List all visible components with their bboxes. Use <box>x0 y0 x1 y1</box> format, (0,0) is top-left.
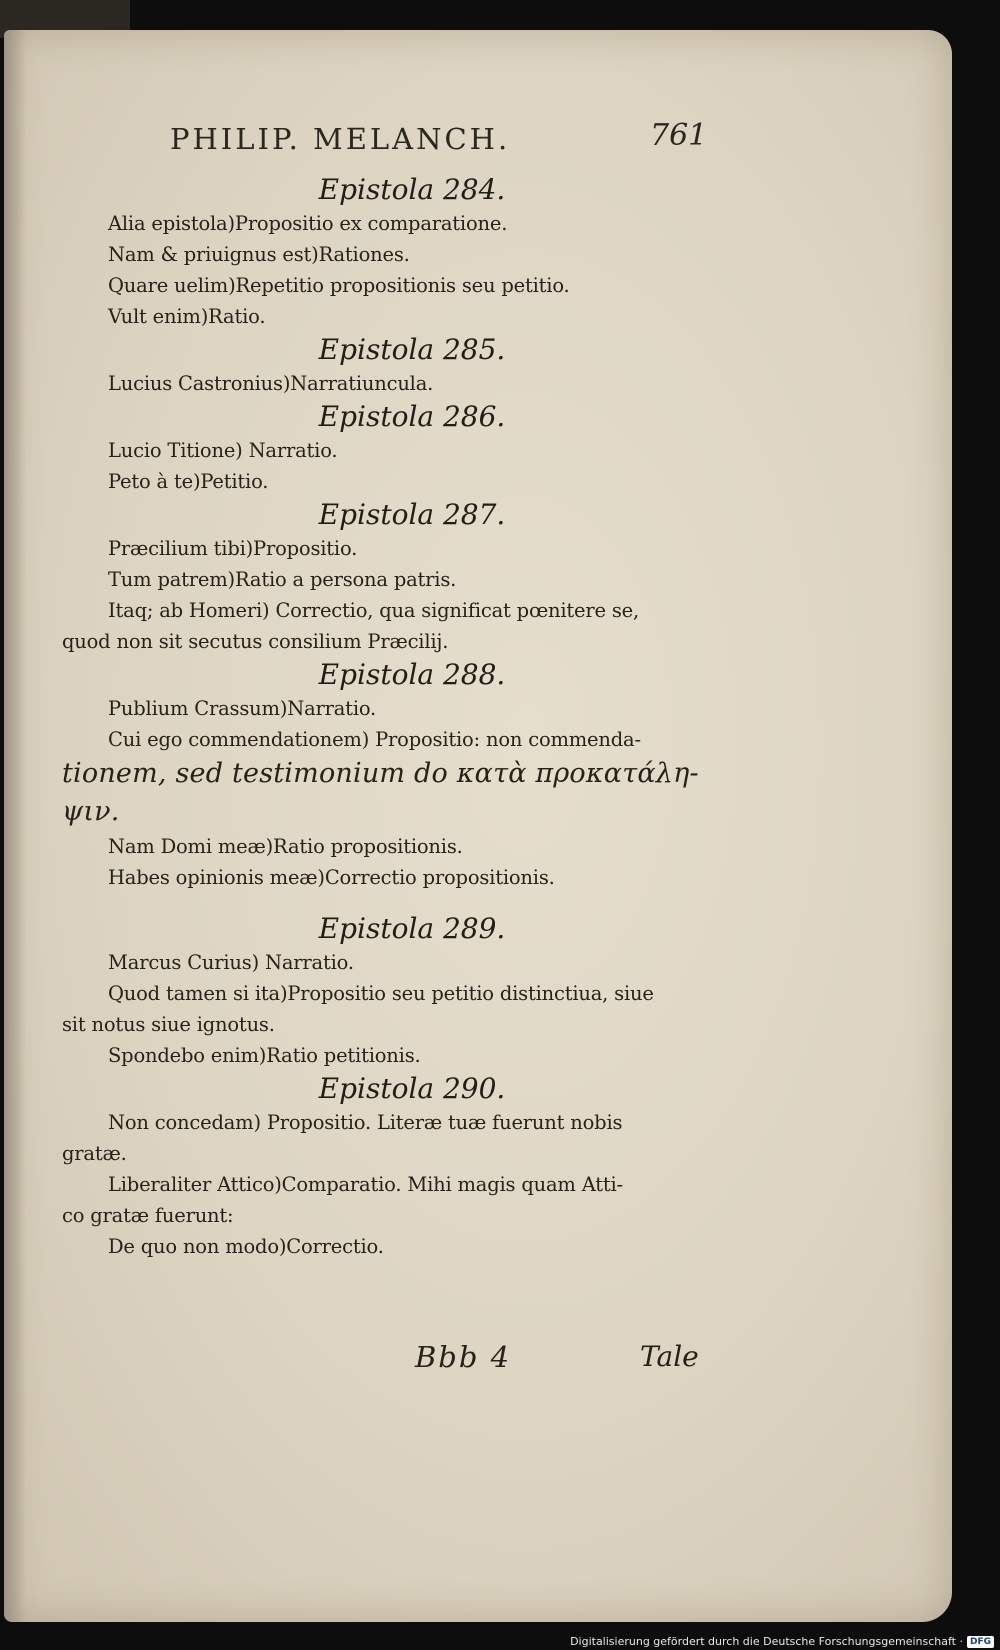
text-line: tionem, sed testimonium do κατὰ προκατάλη- <box>62 758 699 789</box>
epistola-heading: Epistola 289. <box>318 912 506 945</box>
text-line: Alia epistola)Propositio ex comparatione. <box>108 212 508 235</box>
page-number: 761 <box>650 118 708 153</box>
text-line: Marcus Curius) Narratio. <box>108 951 354 974</box>
text-line: gratæ. <box>62 1142 127 1165</box>
text-line: Itaq; ab Homeri) Correctio, qua significat pœnitere se, <box>108 599 640 622</box>
text-line: Nam & priuignus est)Rationes. <box>108 243 410 266</box>
text-line: Habes opinionis meæ)Correctio propositionis. <box>108 866 555 889</box>
epistola-heading: Epistola 288. <box>318 658 506 691</box>
text-line: Nam Domi meæ)Ratio propositionis. <box>108 835 463 858</box>
text-line: Publium Crassum)Narratio. <box>108 697 377 720</box>
text-line: Tum patrem)Ratio a persona patris. <box>108 568 457 591</box>
epistola-heading: Epistola 287. <box>318 498 506 531</box>
epistola-heading: Epistola 286. <box>318 400 506 433</box>
text-line: Vult enim)Ratio. <box>108 305 266 328</box>
running-head: PHILIP. MELANCH. <box>170 122 511 156</box>
epistola-heading: Epistola 284. <box>318 173 506 206</box>
text-line: Quod tamen si ita)Propositio seu petitio distinctiua, siue <box>108 982 654 1005</box>
digitization-footer <box>570 1635 994 1648</box>
text-line: quod non sit secutus consilium Præcilij. <box>62 630 449 653</box>
text-line: Spondebo enim)Ratio petitionis. <box>108 1044 421 1067</box>
text-line: Peto à te)Petitio. <box>108 470 269 493</box>
text-line: Lucius Castronius)Narratiuncula. <box>108 372 434 395</box>
dfg-logo: DFG <box>967 1636 994 1648</box>
text-line: Lucio Titione) Narratio. <box>108 439 338 462</box>
epistola-heading: Epistola 290. <box>318 1072 506 1105</box>
text-line: De quo non modo)Correctio. <box>108 1235 384 1258</box>
signature-mark: Bbb 4 <box>415 1340 512 1374</box>
text-line: Cui ego commendationem) Propositio: non commenda- <box>108 728 641 751</box>
page-text-block <box>62 172 702 1262</box>
text-line: Quare uelim)Repetitio propositionis seu petitio. <box>108 274 570 297</box>
text-line: sit notus siue ignotus. <box>62 1013 275 1036</box>
text-line: ψιν. <box>62 796 120 827</box>
footer-text: Digitalisierung gefördert durch die Deutsche Forschungsgemeinschaft · <box>570 1635 963 1648</box>
text-line: Liberaliter Attico)Comparatio. Mihi magis quam Atti- <box>108 1173 623 1196</box>
text-line: Non concedam) Propositio. Literæ tuæ fuerunt nobis <box>108 1111 623 1134</box>
catchword: Tale <box>640 1340 699 1373</box>
text-line: Præcilium tibi)Propositio. <box>108 537 358 560</box>
epistola-heading: Epistola 285. <box>318 333 506 366</box>
text-line: co gratæ fuerunt: <box>62 1204 234 1227</box>
